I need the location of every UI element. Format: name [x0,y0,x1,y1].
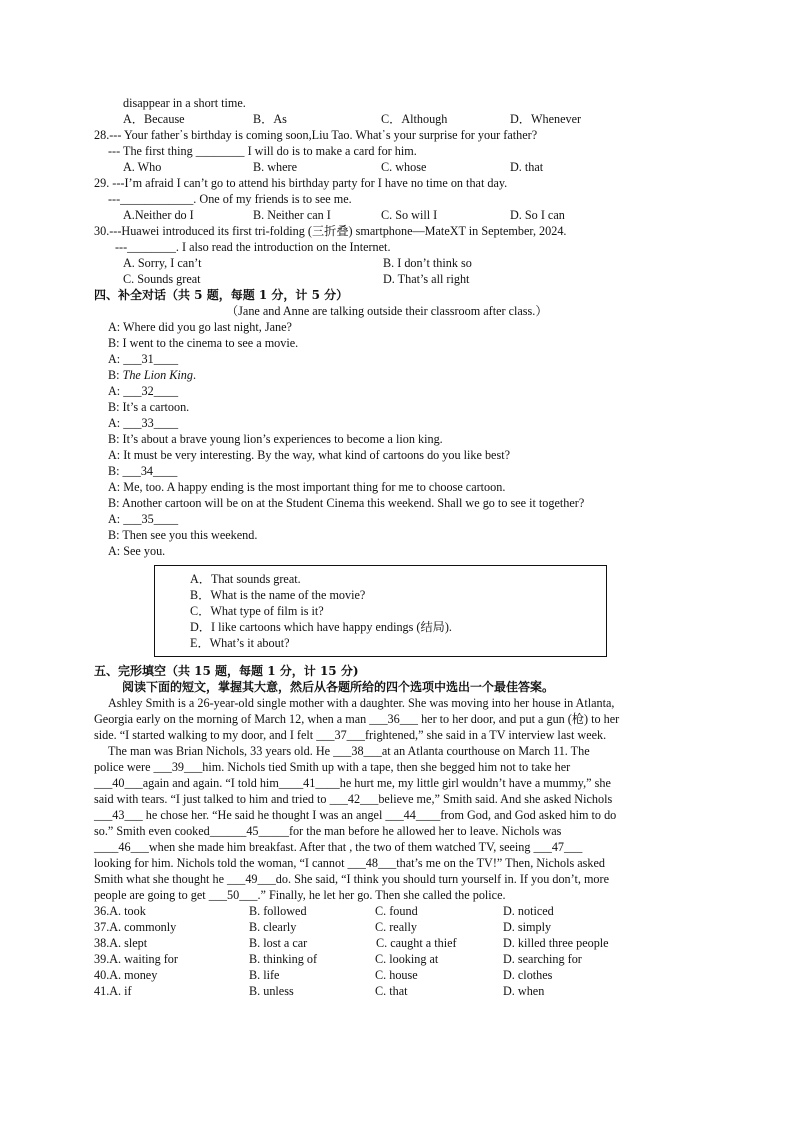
cloze-39-a: 39.A. waiting for [94,952,178,966]
cloze-40-c: C. house [375,968,418,982]
cloze-39-d: D. searching for [503,952,582,966]
dialogue-blank-32: A: ___32____ [108,384,179,398]
dialogue-line: B: Another cartoon will be on at the Student Cinema this weekend. Shall we go to see it together? [108,496,585,510]
q28-option-b: B. where [253,160,297,174]
passage-line: The man was Brian Nichols, 33 years old. He ___38___at an Atlanta courthouse on March 11. The [108,744,590,758]
q27-option-a: A．Because [123,112,185,126]
q27-option-d: D．Whenever [510,112,582,126]
cloze-41-d: D. when [503,984,545,998]
q30-answer: ---________. I also read the introduction on the Internet. [115,240,391,254]
q27-option-b: B．As [253,112,287,126]
section5-heading: 五、完形填空（共 15 题，每题 1 分，计 15 分) [94,664,359,678]
q30-option-c: C. Sounds great [123,272,201,286]
passage-line: side. “I started walking to my door, and I felt ___37___frightened,” she said in a TV interview last week. [94,728,607,742]
q29-option-d: D. So I can [510,208,565,222]
q28-option-d: D. that [510,160,544,174]
passage-line: police were ___39___him. Nichols tied Smith up with a tape, then she begged him not to take her [94,760,571,774]
dialogue-line: B: Then see you this weekend. [108,528,258,542]
cloze-36-a: 36.A. took [94,904,146,918]
cloze-36-c: C. found [375,904,418,918]
cloze-40-a: 40.A. money [94,968,158,982]
cloze-38-a: 38.A. slept [94,936,148,950]
cloze-38-d: D. killed three people [503,936,609,950]
movie-title: The Lion King [122,368,193,382]
dialogue-blank-31: A: ___31____ [108,352,179,366]
cloze-39-c: C. looking at [375,952,439,966]
cloze-36-d: D. noticed [503,904,554,918]
passage-line: ____46___when she made him breakfast. After that , the two of them watched TV, seeing ___47___ [94,840,583,854]
choice-d: D．I like cartoons which have happy endings (结局). [190,620,452,634]
dialogue-blank-34: B: ___34____ [108,464,178,478]
q30-question: 30.---Huawei introduced its first tri-folding (三折叠) smartphone—MateXT in September, 2024. [94,224,567,238]
cloze-41-b: B. unless [249,984,294,998]
q27-option-c: C．Although [381,112,448,126]
section4-scene: （Jane and Anne are talking outside their classroom after class.） [226,304,548,318]
choice-e: E．What’s it about? [190,636,290,650]
dialogue-blank-35: A: ___35____ [108,512,179,526]
q29-option-b: B. Neither can I [253,208,331,222]
dialogue-line: B: I went to the cinema to see a movie. [108,336,299,350]
cloze-39-b: B. thinking of [249,952,318,966]
passage-line: said with tears. “I just talked to him and tried to ___42___believe me,” Smith said. And she asked Nichols [94,792,613,806]
q29-option-a: A.Neither do I [123,208,194,222]
q28-answer: --- The first thing ________ I will do is to make a card for him. [108,144,417,158]
section5-instruction: 阅读下面的短文，掌握其大意，然后从各题所给的四个选项中选出一个最佳答案。 [122,680,555,694]
passage-line: Georgia early on the morning of March 12, when a man ___36___ her to her door, and put a gun (枪) to her [94,712,620,726]
q28-question: 28.--- Your father᾽s birthday is coming soon,Liu Tao. What᾽s your surprise for your father? [94,128,538,142]
q29-option-c: C. So will I [381,208,438,222]
q29-question: 29. ---I’m afraid I can’t go to attend his birthday party for I have no time on that day. [94,176,508,190]
dialogue-line: A: It must be very interesting. By the way, what kind of cartoons do you like best? [108,448,510,462]
passage-line: ___43___ he chose her. “He said he thought I was an angel ___44____from God, and God asked him to do [94,808,617,822]
cloze-40-d: D. clothes [503,968,553,982]
choice-b: B．What is the name of the movie? [190,588,366,602]
cloze-38-c: C. caught a thief [376,936,457,950]
cloze-40-b: B. life [249,968,280,982]
dialogue-line: B: It’s about a brave young lion’s experiences to become a lion king. [108,432,443,446]
passage-line: ___40___again and again. “I told him____41____he hurt me, my little girl wouldn’t have a mummy,” she [94,776,611,790]
q30-option-a: A. Sorry, I can’t [123,256,202,270]
passage-line: so.” Smith even cooked______45_____for the man before he allowed her to leave. Nichols was [94,824,562,838]
q30-option-b: B. I don’t think so [383,256,472,270]
cloze-41-a: 41.A. if [94,984,132,998]
dialogue-line: B: It’s a cartoon. [108,400,190,414]
dialogue-line: A: Where did you go last night, Jane? [108,320,292,334]
dialogue-line: A: Me, too. A happy ending is the most important thing for me to choose cartoon. [108,480,506,494]
dialogue-blank-33: A: ___33____ [108,416,179,430]
cloze-37-c: C. really [375,920,417,934]
cloze-37-b: B. clearly [249,920,297,934]
cloze-41-c: C. that [375,984,408,998]
cloze-38-b: B. lost a car [249,936,308,950]
passage-line: people are going to get ___50___.” Finally, he let her go. Then she called the police. [94,888,506,902]
passage-line: looking for him. Nichols told the woman, “I cannot ___48___that’s me on the TV!” Then, Nichols asked [94,856,605,870]
passage-line: Ashley Smith is a 26-year-old single mother with a daughter. She was moving into her house in Atlanta, [108,696,615,710]
cloze-36-b: B. followed [249,904,307,918]
choice-a: A．That sounds great. [190,572,301,586]
dialogue-line: B: The Lion King. [108,368,197,382]
passage-line: Smith what she thought he ___49___do. She said, “I think you should turn yourself in. If you don’t, more [94,872,609,886]
q27-tail: disappear in a short time. [123,96,246,110]
choice-c: C．What type of film is it? [190,604,324,618]
q28-option-a: A. Who [123,160,162,174]
q29-answer: ---____________. One of my friends is to see me. [108,192,352,206]
q30-option-d: D. That’s all right [383,272,470,286]
q28-option-c: C. whose [381,160,427,174]
cloze-37-d: D. simply [503,920,552,934]
dialogue-line: A: See you. [108,544,166,558]
section4-heading: 四、补全对话（共 5 题，每题 1 分，计 5 分） [94,288,349,302]
cloze-37-a: 37.A. commonly [94,920,177,934]
